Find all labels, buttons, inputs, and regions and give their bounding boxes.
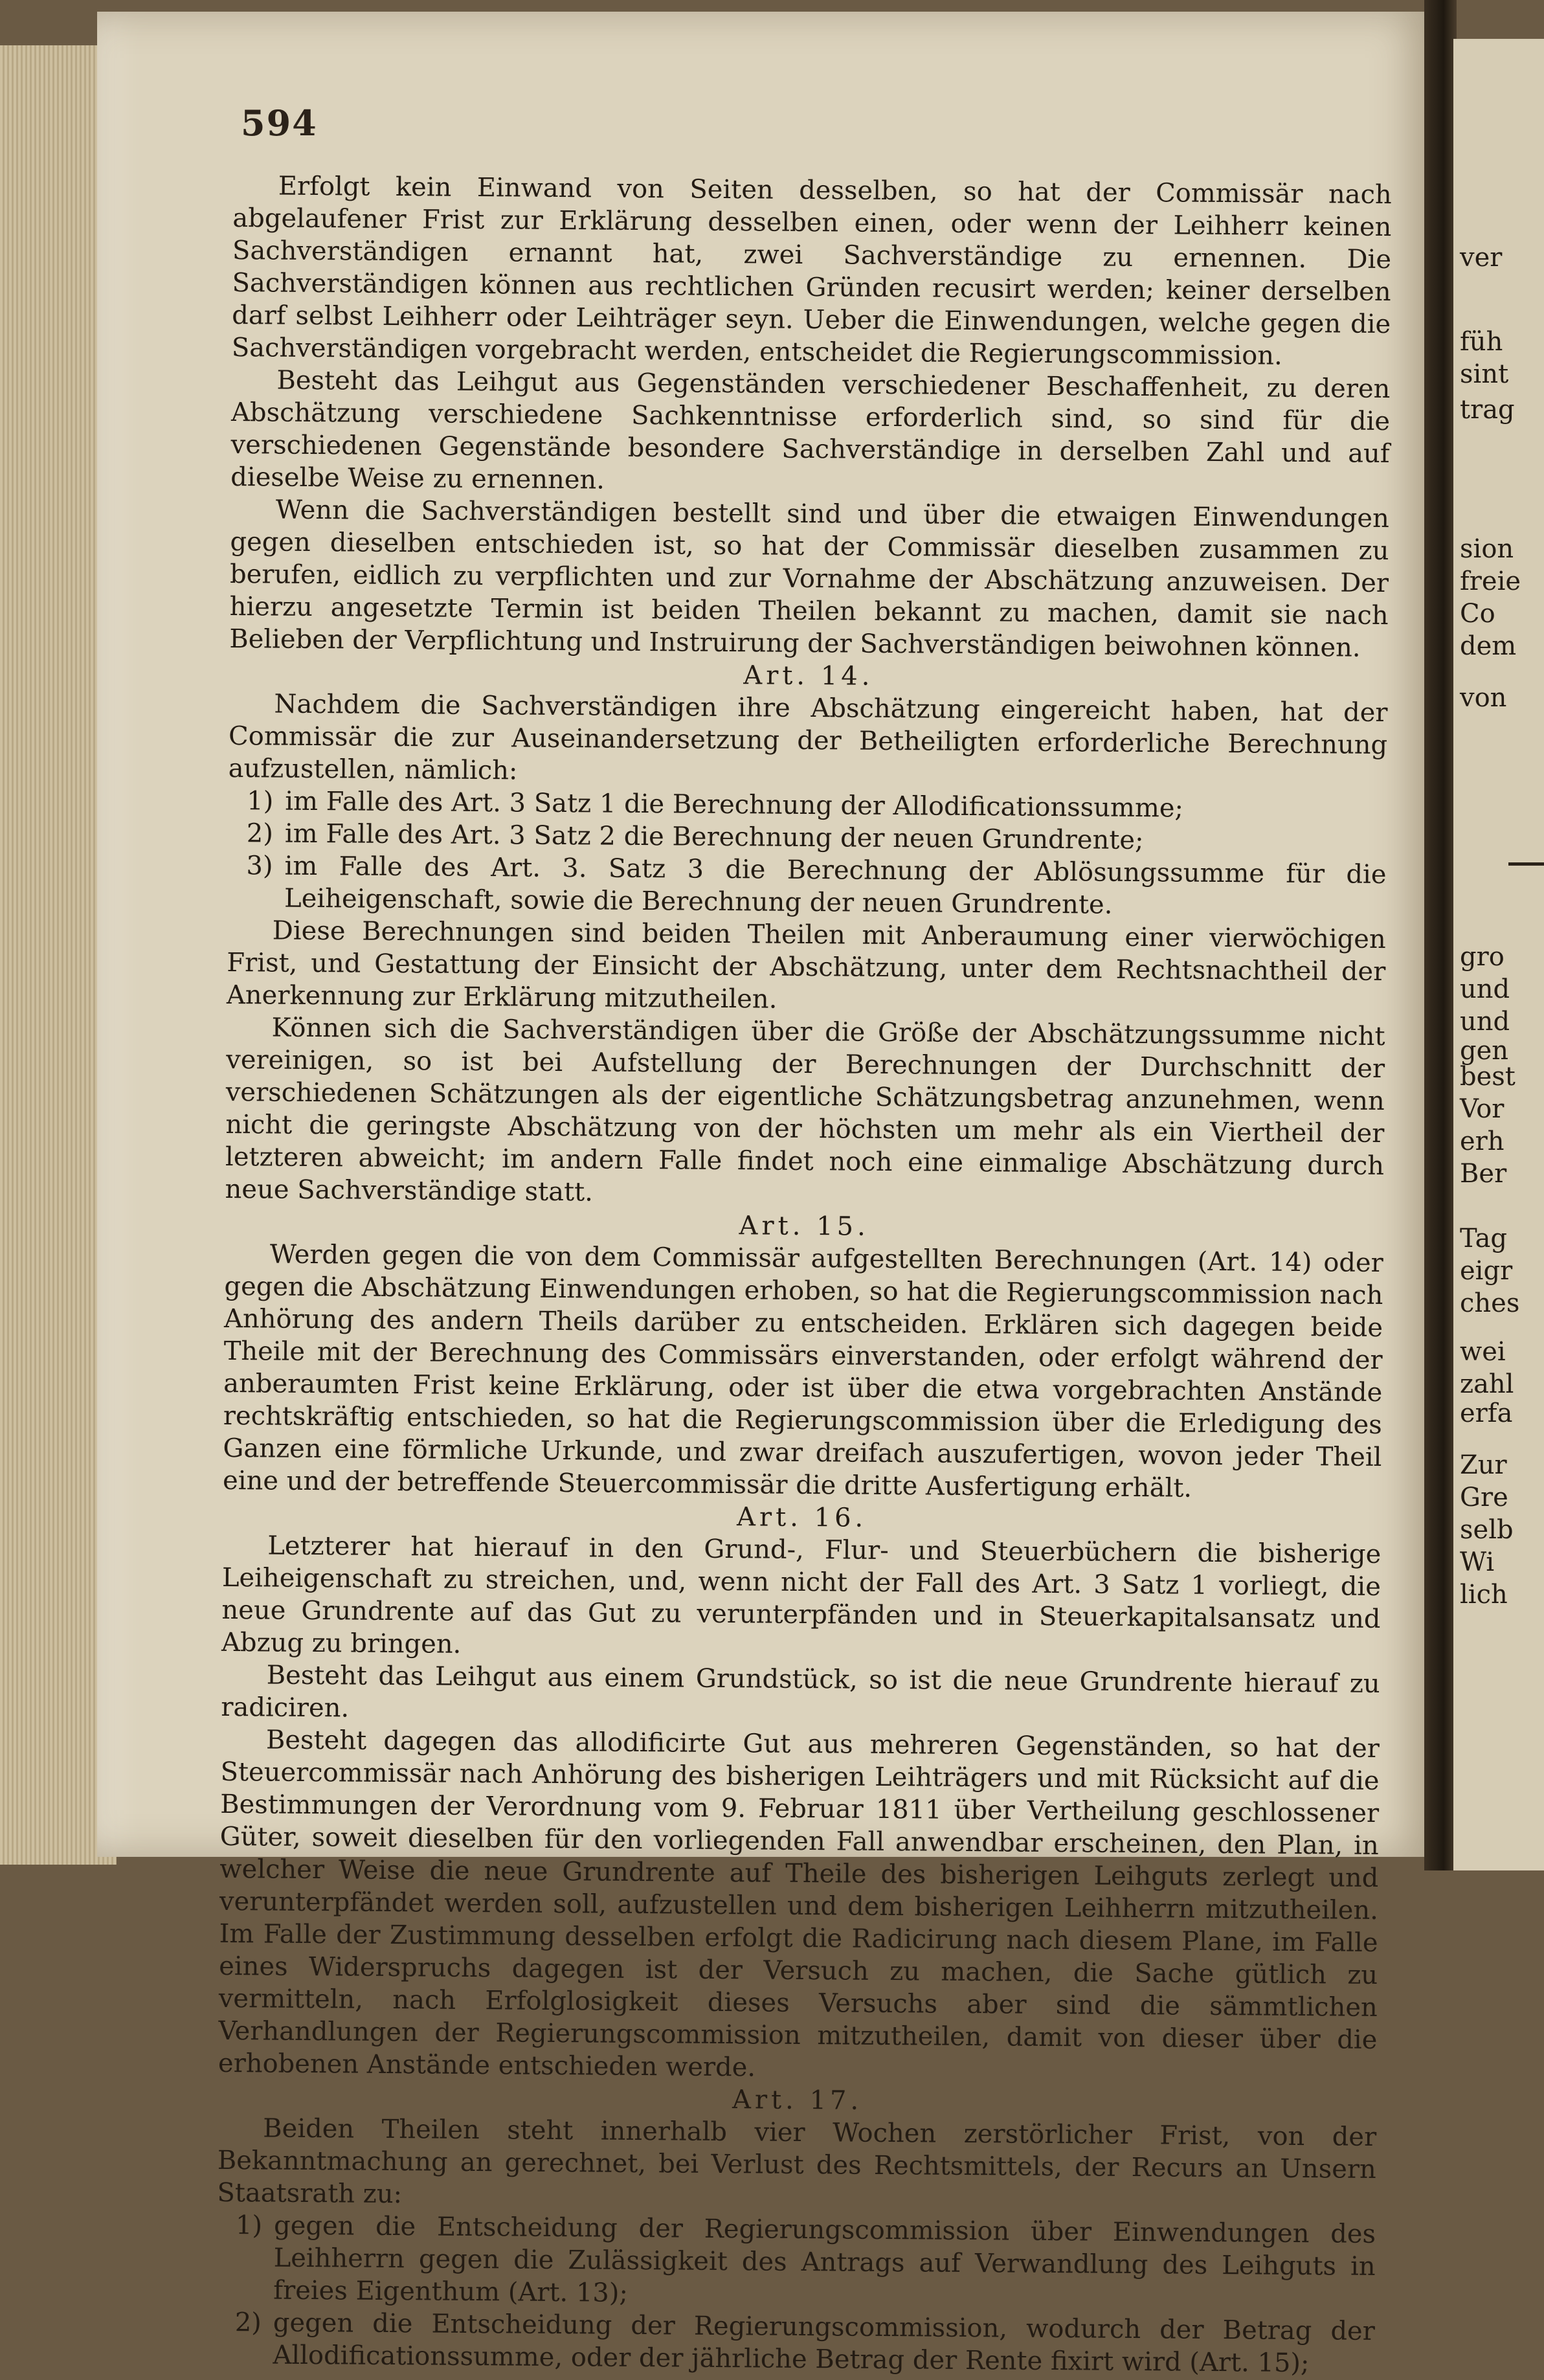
article-heading: Art. 15. xyxy=(739,1211,869,1242)
right-page-fragment: von xyxy=(1460,683,1507,713)
list-item-number: 2) xyxy=(246,818,274,849)
list-item-number: 1) xyxy=(235,2210,263,2241)
right-page-fragment: erh xyxy=(1460,1127,1505,1156)
list-item-text: gegen die Entscheidung der Regierungscommission über Einwendungen des Leihherrn gegen die Zulässigkeit des Antrags auf Verwandlung des Leihguts in freies Eigenthum (Art. 13); xyxy=(273,2210,1376,2308)
right-page-fragment: und xyxy=(1460,1007,1510,1037)
list-item-text: im Falle des Art. 3 Satz 1 die Berechnung der Allodificationssumme; xyxy=(285,786,1184,824)
paragraph: Nachdem die Sachverständigen ihre Abschätzung eingereicht haben, hat der Commissär die zur Auseinandersetzung der Betheiligten erforderliche Berechnung aufzustellen, nämlich: xyxy=(228,689,1388,786)
paragraph: Besteht das Leihgut aus einem Grundstück, so ist die neue Grundrente hierauf zu radiciren. xyxy=(221,1660,1380,1723)
right-page xyxy=(1453,39,1544,1870)
right-page-fragment: Tag xyxy=(1460,1224,1508,1253)
page-number: 594 xyxy=(241,102,318,144)
right-page-fragment: eigr xyxy=(1460,1256,1513,1286)
right-page-fragment: und xyxy=(1460,974,1510,1004)
paragraph: Besteht dagegen das allodificirte Gut aus mehreren Gegenständen, so hat der Steuercommissär nach Anhörung des bisherigen Leihträgers und mit Rücksicht auf die Bestimmungen der Verordnung vom 9. Februar 1811 über Vertheilung geschlossener Güter, soweit dieselben für den vorliegenden Fall anwendbar erscheinen, den Plan, in welcher Weise die neue Grundrente auf Theile des bisherigen Leihguts zerlegt und verunterpfändet werden soll, aufzustellen und dem bisherigen Leihherrn mitzutheilen. Im Falle der Zustimmung desselben erfolgt die Radicirung nach diesem Plane, im Falle eines Widerspruchs dagegen ist der Versuch zu machen, die Sache gütlich zu vermitteln, nach Erfolglosigkeit dieses Versuchs aber sind die sämmtlichen Verhandlungen der Regierungscommission mitzutheilen, damit von dieser über die erhobenen Anstände entschieden werde. xyxy=(218,1725,1380,2083)
paragraph: Besteht das Leihgut aus Gegenständen verschiedener Beschaffenheit, zu deren Abschätzung verschiedene Sachkenntnisse erforderlich sind, so sind für die verschiedenen Gegenstände besondere Sachverständige in derselben Zahl und auf dieselbe Weise zu ernennen. xyxy=(230,365,1391,495)
right-page-fragment: lich xyxy=(1460,1580,1508,1610)
list-item xyxy=(216,2209,1376,2315)
right-page-fragment: Wi xyxy=(1460,1547,1495,1577)
book-gutter xyxy=(1424,0,1457,1870)
right-page-fragment: Vor xyxy=(1460,1094,1505,1124)
right-page-fragment: trag xyxy=(1460,395,1515,425)
list-item xyxy=(227,849,1387,923)
right-page-fragment: dem xyxy=(1460,631,1517,661)
right-page-fragment: sion xyxy=(1460,534,1514,564)
paragraph: Beiden Theilen steht innerhalb vier Wochen zerstörlicher Frist, von der Bekanntmachung an gerechnet, bei Verlust des Rechtsmittels, der Recurs an Unsern Staatsrath zu: xyxy=(217,2113,1377,2210)
right-page-fragment: selb xyxy=(1460,1515,1514,1545)
right-page-fragment: gro xyxy=(1460,942,1505,972)
right-page-fragment: Ber xyxy=(1460,1159,1507,1189)
right-page-fragment: ver xyxy=(1460,243,1503,273)
right-page-fragment: zahl xyxy=(1460,1369,1514,1399)
list-item xyxy=(216,2306,1375,2380)
right-page-fragment: ches xyxy=(1460,1288,1520,1318)
list-item-number: 1) xyxy=(247,786,274,816)
right-page-fragment: Zur xyxy=(1460,1450,1507,1480)
paragraph: Wenn die Sachverständigen bestellt sind und über die etwaigen Einwendungen gegen dieselben entschieden ist, so hat der Commissär dieselben zusammen zu berufen, eidlich zu verpflichten und zur Vornahme der Abschätzung anzuweisen. Der hierzu angesetzte Termin ist beiden Theilen bekannt zu machen, damit sie nach Belieben der Verpflichtung und Instruirung der Sachverständigen beiwohnen können. xyxy=(229,495,1390,663)
right-page-fragment: gen xyxy=(1460,1036,1509,1066)
page-text xyxy=(216,170,1392,2380)
article-heading: Art. 14. xyxy=(743,660,874,691)
list-item-number: 2) xyxy=(234,2307,262,2338)
paragraph: Diese Berechnungen sind beiden Theilen mit Anberaumung einer vierwöchigen Frist, und Gestattung der Einsicht der Abschätzung, unter dem Rechtsnachtheil der Anerkennung zur Erklärung mitzutheilen. xyxy=(226,915,1386,1015)
right-page-fragment: Co xyxy=(1460,599,1495,629)
right-page-rule xyxy=(1508,862,1544,866)
paragraph: Letzterer hat hierauf in den Grund-, Flur- und Steuerbüchern die bisherige Leiheigenschaft zu streichen, und, wenn nicht der Fall des Art. 3 Satz 1 vorliegt, die neue Grundrente auf das Gut zu verunterpfänden und in Steuerkapitalsansatz und Abzug zu bringen. xyxy=(221,1531,1382,1659)
paragraph: Erfolgt kein Einwand von Seiten desselben, so hat der Commissär nach abgelaufener Frist zur Erklärung desselben einen, oder wenn der Leihherr keinen Sachverständigen ernannt hat, zwei Sachverständige zu ernennen. Die Sachverständigen können aus rechtlichen Gründen recusirt werden; keiner derselben darf selbst Leihherr oder Leihträger seyn. Ueber die Einwendungen, welche gegen die Sachverständigen vorgebracht werden, entscheidet die Regierungscommission. xyxy=(231,171,1392,371)
list-item-text: gegen die Entscheidung der Regierungscommission, wodurch der Betrag der Allodificationssumme, oder der jährliche Betrag der Rente fixirt wird (Art. 15); xyxy=(273,2307,1376,2379)
right-page-fragment: freie xyxy=(1460,567,1521,596)
list-item-text: im Falle des Art. 3 Satz 2 die Berechnung der neuen Grundrente; xyxy=(284,818,1144,856)
right-page-fragment: wei xyxy=(1460,1337,1506,1367)
right-page-fragment: füh xyxy=(1460,327,1503,357)
article-heading: Art. 17. xyxy=(732,2085,863,2116)
paragraph: Können sich die Sachverständigen über die Größe der Abschätzungssumme nicht vereinigen, so ist bei Aufstellung der Berechnungen der Durchschnitt der verschiedenen Schätzungen als der eigentliche Schätzungsbetrag anzunehmen, wenn nicht die geringste Abschätzung von der höchsten um mehr als ein Viertheil der letzteren abweicht; im andern Falle findet noch eine einmalige Abschätzung durch neue Sachverständige statt. xyxy=(225,1013,1385,1207)
right-page-fragment: best xyxy=(1460,1062,1516,1092)
paragraph: Werden gegen die von dem Commissär aufgestellten Berechnungen (Art. 14) oder gegen die Abschätzung Einwendungen erhoben, so hat die Regierungscommission nach Anhörung des andern Theils darüber zu entscheiden. Erklären sich dagegen beide Theile mit der Berechnung des Commissärs einverstanden, oder erfolgt während der anberaumten Frist keine Erklärung, oder ist über die etwa vorgebrachten Anstände rechtskräftig entschieden, so hat die Regierungscommission über die Erledigung des Ganzen eine förmliche Urkunde, und zwar dreifach auszufertigen, wovon jeder Theil eine und der betreffende Steuercommissär die dritte Ausfertigung erhält. xyxy=(222,1239,1383,1503)
right-page-fragment: sint xyxy=(1460,359,1509,389)
list-item-text: im Falle des Art. 3. Satz 3 die Berechnung der Ablösungssumme für die Leiheigenschaft, sowie die Berechnung der neuen Grundrente. xyxy=(284,851,1387,920)
right-page-fragment: Gre xyxy=(1460,1483,1508,1512)
article-heading: Art. 16. xyxy=(736,1502,867,1533)
list-item-number: 3) xyxy=(246,851,273,881)
right-page-fragment: erfa xyxy=(1460,1398,1513,1428)
